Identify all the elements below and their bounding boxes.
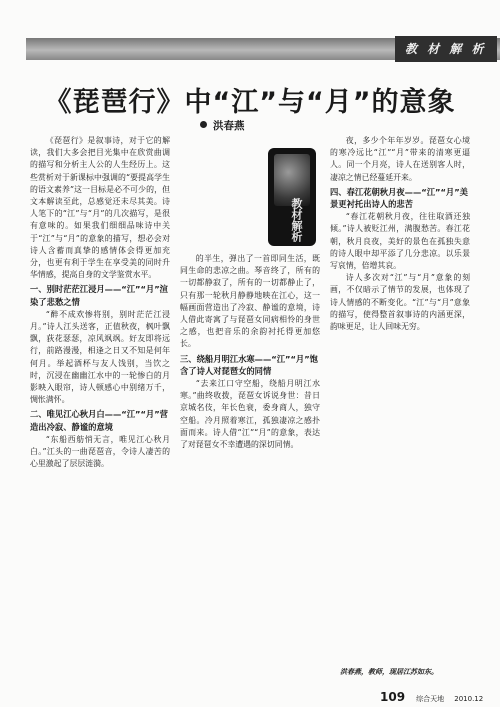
article-title: 《琵琶行》中“江”与“月”的意象 xyxy=(44,87,456,118)
section-heading-4: 四、春江花朝秋月夜——“江”“月”美景更衬托出诗人的悲苦 xyxy=(330,186,468,210)
section-heading-3: 三、绕船月明江水寒——“江”“月”饱含了诗人对琵琶女的同情 xyxy=(180,353,318,376)
bullet-icon xyxy=(200,121,207,128)
section-2-paragraph: “东船西舫悄无言，唯见江心秋月白。”江头的一曲琵琶音，令诗人凄苦的心里激起了层层涟漪。 xyxy=(30,434,170,469)
section-heading-1: 一、别时茫茫江浸月——“江”“月”渲染了悲愁之情 xyxy=(30,284,168,307)
section-3-continued: 夜，多少个年年岁岁。琵琶女心境的寒冷远比“江”“月”带来的清寒更逼人。同一个月亮，诗人在送别客人时，凄凉之情已经蔓延开来。 xyxy=(330,136,470,182)
author-name: 洪春燕 xyxy=(213,120,245,132)
section-2-continued: 的半生，弹出了一首即同生活，既同生命的悲凉之曲。琴音终了，所有的一切都静寂了，所有的一切都静止了，只有那一轮秋月静静地映在江心，这一幅画面营造出了冷寂、静谧的意境，诗人借此寄寓了与琵琶女同病相怜的身世之感，也把音乐的余韵衬托得更加悠长。 xyxy=(180,254,320,349)
section-heading-2: 二、唯见江心秋月白——“江”“月”营造出冷寂、静谧的意境 xyxy=(30,409,168,432)
section-4-paragraph: “春江花朝秋月夜，往往取酒还独倾。”诗人被贬江州，满腹愁苦。春江花朝，秋月良夜，美好的景色在孤独失意的诗人眼中却平添了几分悲凉。以乐景写哀情，倍增其哀。 xyxy=(330,212,470,271)
section-1-paragraph: “醉不成欢惨将别，别时茫茫江浸月。”诗人江头送客，正值秋夜，枫叶飘飘，荻花瑟瑟，凉风飒飒。好友即将远行，前路漫漫，相逢之日又不知是何年何月。举起酒杯与友人饯别，当饮之时，沉浸在幽幽江水中的一轮惨白的月影映入眼帘，诗人顿感心中别绪万千，惆怅满怀。 xyxy=(30,309,170,405)
column-2-body xyxy=(180,253,320,451)
issue-date: 2010.12 xyxy=(454,695,484,703)
column-stamp xyxy=(268,148,316,246)
magazine-name: 综合天地 xyxy=(416,695,445,703)
page-footer xyxy=(380,686,488,705)
conclusion-paragraph: 诗人多次对“江”与“月”意象的刻画，不仅暗示了情节的发展，也体现了诗人情感的不断变化。“江”与“月”意象的描写，使得整首叙事诗的内涵更深，韵味更足，让人回味无穷。 xyxy=(330,273,470,332)
section-3-paragraph: “去来江口守空船，绕船月明江水寒。”曲终收拨，琵琶女诉说身世：昔日京城名伎，年长色衰，委身商人，独守空船。冷月照着寒江，孤独凄凉之感扑面而来。诗人借“江”“月”的意象，表达了对琵琶女不幸遭遇的深切同情。 xyxy=(180,379,320,450)
column-tag: 教 材 解 析 xyxy=(395,36,497,62)
author-bio: 洪春燕，教师，现居江苏如东。 xyxy=(340,668,438,676)
text-column-3 xyxy=(330,135,470,665)
text-column-1 xyxy=(30,135,170,695)
page-number: 109 xyxy=(380,690,406,704)
stamp-text: 教材解析 xyxy=(290,198,303,242)
author-byline xyxy=(200,118,245,133)
intro-paragraph: 《琵琶行》是叙事诗，对于它的解读，我们大多会把目光集中在欣赏曲调的描写和分析主人公的人生经历上。这些赏析对于新课标中强调的“要提高学生的语文素养”这一目标是必不可少的，但文本解读至此，总感觉还未尽其美。诗人笔下的“江”与“月”的几次描写，是很有意味的。如果我们细细品味诗中关于“江”与“月”的意象的描写，想必会对诗人含蓄而真挚的感情体会得更加充分，也更有利于学生在享受美的同时升华情感，提高自身的文学鉴赏水平。 xyxy=(30,136,170,280)
